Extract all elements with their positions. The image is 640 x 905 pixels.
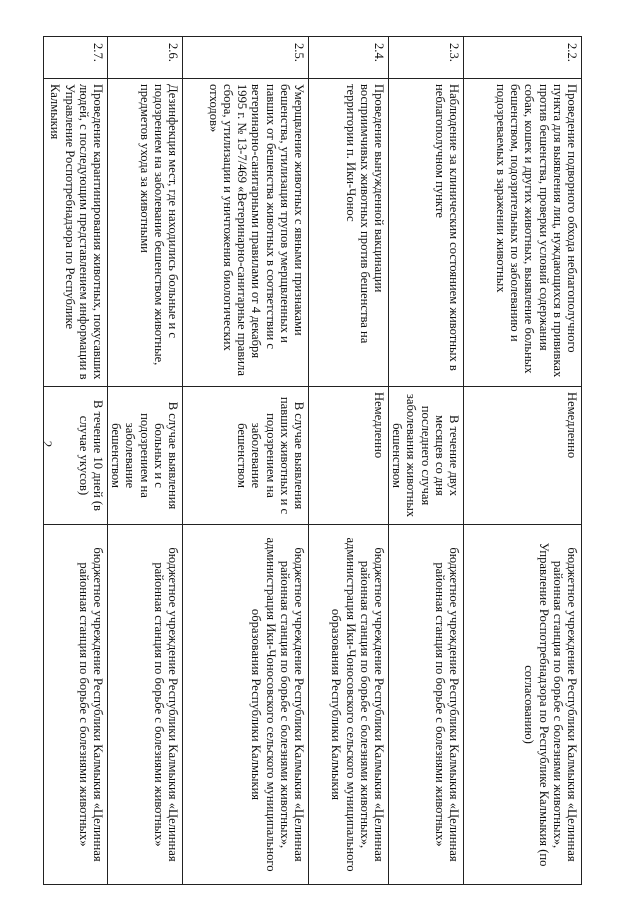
table-row [43,37,107,885]
responsible-cell: бюджетное учреждение Республики Калмыкия «Целинная районная станция по борьбе с болезнями животных», администрация Ики-Чоносовского сельского муниципального образования Республики Калмыкия [308,525,388,885]
table-row [182,37,308,885]
table-row [107,37,182,885]
action-cell: Проведение вынужденной вакцинации восприимчивых животных против бешенства на территории п. Ики-Чонос [308,79,388,387]
table-row [464,37,582,885]
responsible-cell: бюджетное учреждение Республики Калмыкия «Целинная районная станция по борьбе с болезнями животных», Управление Роспотребнадзора по Республике Калмыкия (по согласованию) [464,525,582,885]
row-number: 2.7. [43,37,107,79]
row-number: 2.3. [388,37,463,79]
action-cell: Наблюдение за клиническим состоянием животных в неблагополучном пункте [388,79,463,387]
term-cell: В случае выявления больных и с подозрением на заболевание бешенством [107,387,182,525]
term-cell: В течение двух месяцев со дня последнего случая заболевания животных бешенством [388,387,463,525]
row-number: 2.5. [182,37,308,79]
table-row [308,37,388,885]
action-cell: Умерщвление животных с явными признаками бешенства, утилизация трупов умерщвленных и павших от бешенства животных в соответствии с ветеринарно-санитарными правилами от 4 декабря 1995 г. № 13-7/469 «Ветеринарно-санитарные правила сбора, утилизации и уничтожения биологических отходов» [182,79,308,387]
action-cell: Проведение подворного обхода неблагополучного пункта для выявления лиц, нуждающихся в прививках против бешенства, проверки условий содержания собак, кошек и других животных, выявление больных бешенством, подозрительных по заболеванию и подозреваемых в заражении животных [464,79,582,387]
row-number: 2.2. [464,37,582,79]
responsible-cell: бюджетное учреждение Республики Калмыкия «Целинная районная станция по борьбе с болезнями животных» [107,525,182,885]
table-row [388,37,463,885]
row-number: 2.6. [107,37,182,79]
rotated-table-container [48,36,582,884]
term-cell: В течение 10 дней (в случае укусов) [43,387,107,525]
action-cell: Проведение карантинирования животных, покусавших людей, с последующим представлением информации в Управление Роспотребнадзора по Республике Калмыкия [43,79,107,387]
page-number: 2 [40,440,55,448]
row-number: 2.4. [308,37,388,79]
term-cell: Немедленно [308,387,388,525]
responsible-cell: бюджетное учреждение Республики Калмыкия «Целинная районная станция по борьбе с болезнями животных», администрация Ики-Чоносовского сельского муниципального образования Республики Калмыкия [182,525,308,885]
measures-table [43,36,582,885]
term-cell: Немедленно [464,387,582,525]
action-cell: Дезинфекция мест, где находились больные и с подозрением на заболевание бешенством животные, предметов ухода за животными [107,79,182,387]
responsible-cell: бюджетное учреждение Республики Калмыкия «Целинная районная станция по борьбе с болезнями животных» [388,525,463,885]
responsible-cell: бюджетное учреждение Республики Калмыкия «Целинная районная станция по борьбе с болезнями животных» [43,525,107,885]
term-cell: В случае выявления павших животных и с подозрением на заболевание бешенством [182,387,308,525]
